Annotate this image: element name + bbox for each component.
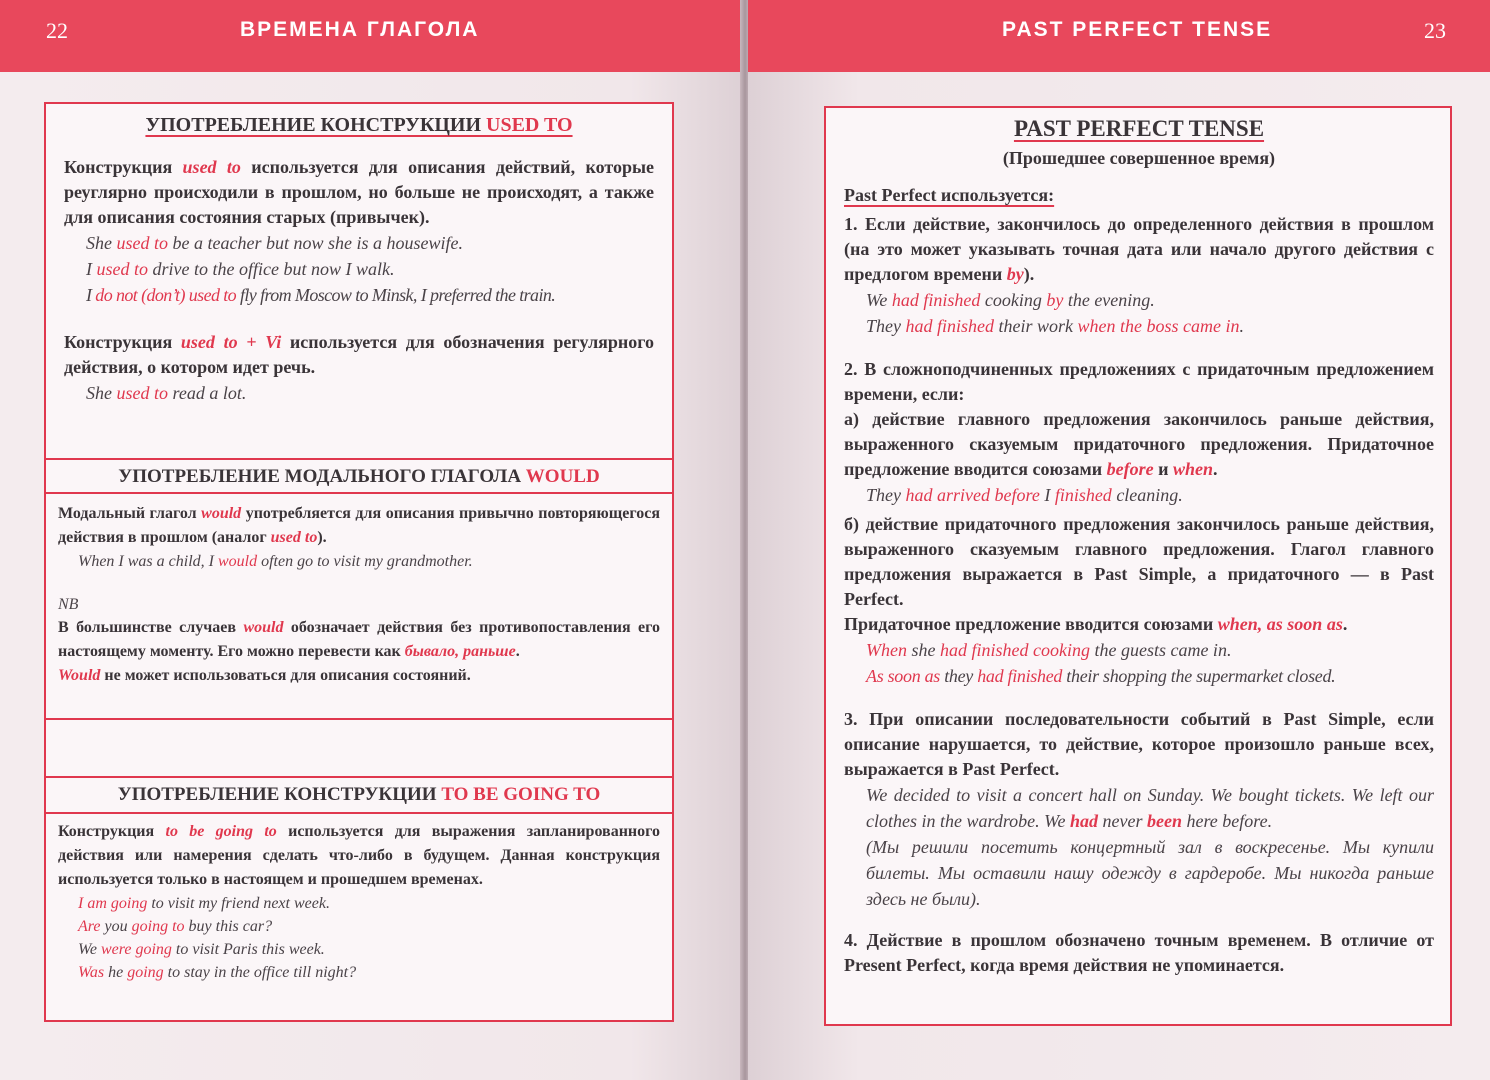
past-perfect-title: PAST PERFECT TENSE	[1013, 116, 1265, 141]
rule-3-example: We decided to visit a concert hall on Sunday. We bought tickets. We left our clothes in the wardrobe. We had never been here before.	[866, 785, 1434, 831]
divider-4	[46, 776, 672, 778]
section-heading-would: УПОТРЕБЛЕНИЕ МОДАЛЬНОГО ГЛАГОЛА WOULD	[118, 466, 600, 487]
section-going-to-body	[46, 820, 672, 984]
would-definition: Модальный глагол would употребляется для описания привычно повторяющегося действия в прошлом (аналог used to).	[58, 505, 661, 546]
past-perfect-subtitle: (Прошедшее совершенное время)	[1002, 148, 1276, 168]
used-to-definition: Конструкция used to используется для описания действий, которые реуглярно происходили в прошлом, но больше не происходят, а также для описания состояния старых (привычек).	[64, 157, 654, 227]
rule-1-example-1: We had finished cooking by the evening.	[866, 290, 1155, 310]
rule-4: 4. Действие в прошлом обозначено точным временем. В отличие от Present Perfect, когда время действия не упоминается.	[844, 930, 1434, 975]
section-heading-used-to: УПОТРЕБЛЕНИЕ КОНСТРУКЦИИ USED TO	[145, 114, 573, 136]
used-to-example-2: I used to drive to the office but now I walk.	[86, 259, 395, 279]
divider-1	[46, 458, 672, 460]
left-page	[0, 0, 742, 1080]
would-nb-text: В большинстве случаев would обозначает действия без противопоставления его настоящему моменту. Его можно перевести как бывало, раньше.	[58, 619, 660, 660]
would-example-1: When I was a child, I would often go to visit my grandmother.	[78, 553, 473, 570]
right-page	[748, 0, 1490, 1080]
would-state-note: Would не может использоваться для описания состояний.	[58, 667, 471, 684]
left-rules-box	[44, 102, 674, 1022]
rule-2a: а) действие главного предложения закончилось раньше действия, выраженного сказуемым придаточного предложения. Придаточное предложение вводится союзами before и when.	[844, 409, 1434, 479]
left-header-band	[0, 0, 742, 72]
right-rules-box	[824, 106, 1452, 1026]
rule-2b-conjunctions: Придаточное предложение вводится союзами when, as soon as.	[844, 614, 1348, 634]
used-to-example-3: I do not (don’t) used to fly from Moscow to Minsk, I preferred the train.	[86, 285, 556, 305]
divider-2	[46, 492, 672, 494]
rule-2b-example-2: As soon as they had finished their shopping the supermarket closed.	[866, 666, 1336, 686]
rule-3-translation: (Мы решили посетить концертный зал в воскресенье. Мы купили билеты. Мы оставили нашу одежду в гардеробе. Мы никогда раньше здесь не были).	[866, 837, 1434, 909]
used-to-example-4: She used to read a lot.	[86, 383, 247, 403]
section-would-body	[46, 502, 672, 688]
rule-2b-example-1: When she had finished cooking the guests came in.	[866, 640, 1232, 660]
rule-2b: б) действие придаточного предложения закончилось раньше действия, выраженного сказуемым главного предложения. Глагол главного предложения выражается в Past Simple, а придаточного — в Past Perfect.	[844, 514, 1434, 609]
left-page-number: 22	[46, 18, 68, 43]
section-used-to	[46, 114, 672, 406]
going-to-example-3: We were going to visit Paris this week.	[78, 941, 325, 958]
nb-label: NB	[58, 596, 79, 613]
going-to-example-2: Are you going to buy this car?	[78, 918, 273, 935]
left-page-header: ВРЕМЕНА ГЛАГОЛА	[240, 18, 480, 41]
right-header-band	[748, 0, 1490, 72]
usage-label: Past Perfect используется:	[844, 185, 1055, 205]
used-to-example-1: She used to be a teacher but now she is a housewife.	[86, 233, 463, 253]
rule-3: 3. При описании последовательности событий в Past Simple, если описание нарушается, то действие, которое произошло раньше всех, выражается в Past Perfect.	[844, 709, 1434, 779]
rule-2-intro: 2. В сложноподчиненных предложениях с придаточным предложением времени, если:	[844, 359, 1434, 404]
going-to-example-1: I am going to visit my friend next week.	[78, 895, 330, 912]
section-heading-going-to: УПОТРЕБЛЕНИЕ КОНСТРУКЦИИ TO BE GOING TO	[117, 784, 601, 805]
going-to-example-4: Was he going to stay in the office till night?	[78, 964, 357, 981]
section-would	[46, 466, 672, 488]
used-to-vi-definition: Конструкция used to + Vi используется для обозначения регулярного действия, о котором идет речь.	[64, 332, 655, 377]
section-going-to	[46, 784, 672, 806]
right-page-header: PAST PERFECT TENSE	[1002, 18, 1273, 41]
right-page-number: 23	[1424, 18, 1446, 43]
divider-5	[46, 812, 672, 814]
rule-1-example-2: They had finished their work when the boss came in.	[866, 316, 1244, 336]
rule-1: 1. Если действие, закончилось до определенного действия в прошлом (на это может указывать точная дата или начало другого действия с предлогом времени by).	[844, 214, 1434, 284]
rule-2a-example: They had arrived before I finished cleaning.	[866, 485, 1183, 505]
divider-3	[46, 718, 672, 720]
going-to-definition: Конструкция to be going to используется для выражения запланированного действия или намерения сделать что-либо в будущем. Данная конструкция используется только в настоящем и прошедшем временах.	[58, 823, 660, 888]
